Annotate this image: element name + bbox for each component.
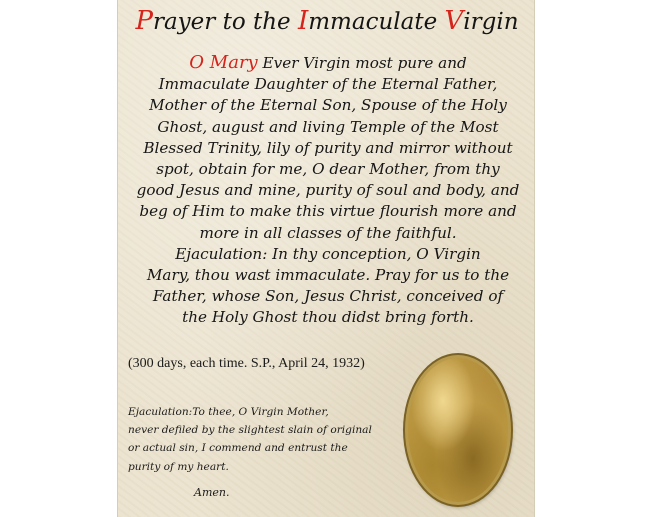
ejaculation-line: Mary, thou wast immaculate. Pray for us to the [146,266,510,285]
prayer-line: Blessed Trinity, lily of purity and mirror without [143,138,513,157]
title-part-3: irgin [463,9,519,35]
title-initial-p: P [135,6,153,36]
prayer-line: beg of Him to make this virtue flourish more and [139,202,517,221]
prayer-line: good Jesus and mine, purity of soul and body, and [136,181,520,200]
second-ejaculation-line: purity of my heart. [128,460,229,473]
second-ejaculation [128,403,383,476]
prayer-line: Mother of the Eternal Son, Spouse of the Holy [149,96,507,115]
prayer-title [118,6,535,36]
second-ejaculation-line: or actual sin, I commend and entrust the [128,442,348,455]
ejaculation-line: the Holy Ghost thou didst bring forth. [182,308,474,327]
prayer-first-line-rest: Ever Virgin most pure and [257,54,467,72]
ejaculation-line: Father, whose Son, Jesus Christ, conceived of [152,287,504,306]
amen-text: Amen. [194,486,230,499]
ejaculation-line: Ejaculation: In thy conception, O Virgin [175,244,481,263]
second-ejaculation-line: Ejaculation:To thee, O Virgin Mother, [128,406,329,418]
prayer-line [132,52,524,74]
prayer-lead: O Mary [189,52,258,73]
title-initial-v: V [444,6,464,36]
title-initial-i: I [297,6,309,36]
prayer-card [117,0,535,517]
prayer-line: Immaculate Daughter of the Eternal Father, [158,75,498,94]
second-ejaculation-line: never defiled by the slightest slain of original [128,424,372,437]
title-part-1: rayer to the [152,9,298,35]
prayer-body [132,52,524,329]
gold-oval-medal [405,355,511,505]
prayer-line: more in all classes of the faithful. [199,223,457,242]
title-part-2: mmaculate [308,9,445,35]
prayer-line: spot, obtain for me, O dear Mother, from thy [156,160,500,179]
prayer-line: Ghost, august and living Temple of the Most [157,117,499,136]
indulgence-note: (300 days, each time. S.P., April 24, 1932) [128,356,365,371]
